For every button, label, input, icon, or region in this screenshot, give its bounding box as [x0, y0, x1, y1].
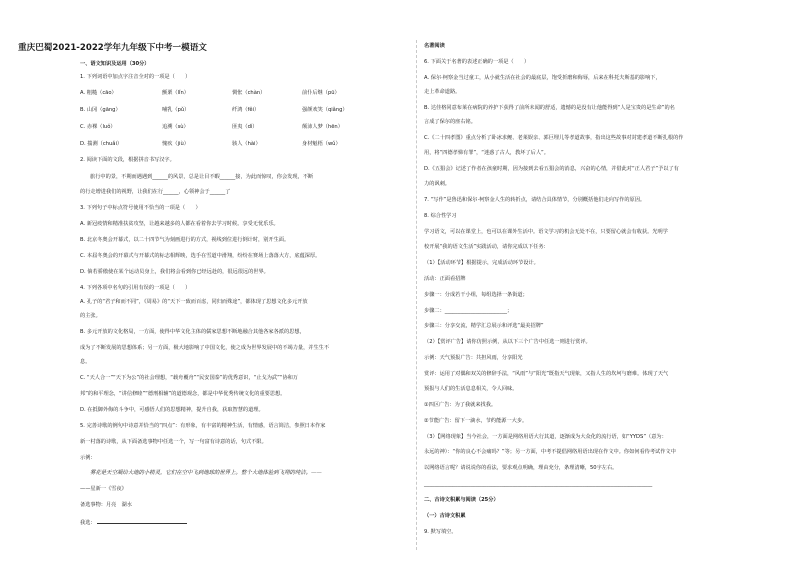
q6-option-b-line2: 言成了保尔的座右铭。 — [424, 119, 476, 125]
q5-stem-line1: 5. 完善诗歌的例句中诗意并恰当的“四点”：有形象，有丰富的精神生活，有情感，语言简洁，参照日本作家 — [80, 423, 326, 429]
q9-stem: 9. 默写填空。 — [424, 529, 457, 535]
q3-stem: 3. 下列句子中标点符号使用不恰当的一项是（ ） — [80, 205, 201, 211]
q5-example-label: 示例： — [80, 455, 96, 461]
q3-option-c: C. 本届冬奥会的开幕式与开幕式的标志相辉映，选手在雪道中滑翔，纷纷在赛场上落落大方，底蕴深厚。 — [80, 253, 321, 259]
q8-step1: 步骤一：分成若干小组，每组选择一条街道； — [424, 292, 528, 298]
column-divider — [416, 40, 417, 550]
q6-option-b-line1: B. 达佳格同意布莱在病院的养护下获得了前所未闻的舒适，遗憾的是没有让他能得到“人是宝贵的是生命”的名 — [424, 105, 675, 111]
q4-option-d: D. 在抵御外侮的斗争中，可感悟人们的思想精神，提升自我，获取智慧的道理。 — [80, 407, 264, 413]
q8-sub2: （2）【赏评广告】请你仿照示例，从以下三个广告中任选一则进行赏评。 — [424, 339, 591, 345]
q8-intro-line2: 校开展“我的语文生活”实践活动，请你完成以下任务： — [424, 244, 549, 250]
section-1-header: 一、语文知识及运用（30分） — [80, 61, 150, 67]
q3-option-d: D. 倘若骄傲使在某个运动员身上，我们将会看到你已经远赴的，很远很远的世界。 — [80, 269, 269, 275]
q4-option-c-line1: C. “天人合一”“天下为公”的社会理想，“载舟覆舟”“民安国泰”的优秀意识，“止戈为武”“协和万 — [80, 375, 299, 381]
q8-sub3-line1: （3）【网络现象】当今社会，一方面是网络用语大行其道，逐渐成为大众化的流行语，如“YYDS”（意为： — [424, 434, 667, 440]
q8-step2: 步骤二：________________________； — [424, 308, 513, 314]
right-column — [424, 0, 742, 562]
q4-option-b-line2: 成为了不断发展的思想体系；另一方面，极大地影响了中国文化，使之成为世界发展中的不竭力量，并生生不 — [80, 345, 330, 351]
subsection-header: （一）古诗文积累 — [424, 513, 466, 519]
q4-option-b-line1: B. 多元开放的文化格局，一方面，使得中华文化主体的儒家思想不断地融合其他各家各派的思想， — [80, 329, 305, 335]
q5-stem-line2: 新一村落的诗歌，从下面备选事物中任选一个，写一句富有诗意的话，句式不限。 — [80, 439, 267, 445]
q8-intro-line1: 学习语文，可以在课堂上，也可以在课外生活中。语文学习的机会无处不在，只要留心就会有收获。光明学 — [424, 229, 668, 235]
q2-text-1: 旅行中的景，不期而遇遇到______的风景，总是让目不暇______接，为此而惊叹，你会发现，不断 — [90, 174, 314, 180]
q5-choice — [80, 518, 187, 526]
q3-option-b: B. 北京冬奥会开幕式，以二十四节气为刻画进行的方式，视线到位进行倒计时，别开生面。 — [80, 237, 290, 243]
q5-answer-field[interactable] — [97, 518, 187, 524]
q8-example: 示例：天气预报广告：共担风雨，分享阳光 — [424, 355, 523, 361]
q6-option-d-line1: D.《五猖会》记述了作者在孩童时期，因为接到去看五猖会的消息，兴奋的心情，并借此对“正人君子”予以了有 — [424, 166, 679, 172]
q6-option-a-line1: A. 保尔·柯察金当过童工，从小就生活在社会的最底层，饱受折磨和侮辱，后来在科托夫斯基的影响下， — [424, 75, 661, 81]
q8-comment-line2: 预报与人们的生活息息相关，令人回味。 — [424, 386, 518, 392]
q6-stem: 6. 下面关于名著的表述正确的一项是（ ） — [424, 59, 530, 65]
page-title: 重庆巴蜀2021-2022学年九年级下中考一模语文 — [18, 43, 207, 53]
q8-ad-2: ②节能广告：留下一滴水，节约能源一大步。 — [424, 418, 528, 424]
q8-step3: 步骤三：分享交流，精学汇总展示和评选“最美招牌” — [424, 323, 544, 329]
left-column: 一、语文知识及运用（30分） 1. 下列词语中加点字注音全对的一项是（ ） A. 粗糙（cāo） 颤栗（lǐn） 惆怅（chàn） 前仆后继（pū） B. 山冈（gāng） 哺乳（pǔ） 纤鸿（fěi） 强颜欢笑（qiǎng） C. 赤裸（luǒ） 追溯（sù） 匪夷（dì） 颠沛人梦（hēn） D. 揣测（chuǎi） 愧疚（jiù） 骇人（hài） 身材魁梧（wǔ） 2. 阅读下面的文段，根据拼音书写汉字。 旅行中的景，不期而遇遇到______的风景，总是让目不暇______接，为此而惊叹，你会发现，不断 的行走增进我们的视野，让我们在行______，心领神会于______了 3. 下列句子中标点符号使用不恰当的一项是（ ） A. 新冠疫情和精准扶贫攻坚，让越来越多的人都在看着你去学习时候。享受无忧乐乐。 B. 北京冬奥会开幕式，以二十四节气为刻画进行的方式，视线到位进行倒计时，别开生面。 C. 本届冬奥会的开幕式与开幕式的标志相辉映，选手在雪道中滑翔，纷纷在赛场上落落大方，底蕴深厚。 D. 倘若骄傲使在某个运动员身上，我们将会看到你已经远赴的，很远很远的世界。 4. 下列各项中名句的引用有误的一项是（ ） A. 孔子的“君子和而不同”，《周易》的“天下一致而百虑，同归而殊途”，都体现了思想文化多元开放 的主张。 B. 多元开放的文化格局，一方面，使得中华文化主体的儒家思想不断地融合其他各家各派的思想， 成为了不断发展的思想体系；另一方面，极大地影响了中国文化，使之成为世界发展中的不竭力量，并生生不 息。 C. “天人合一”“天下为公”的社会理想，“载舟覆舟”“民安国泰”的优秀意识，“止戈为武”“协和万 邦”的和平理念，“讲信修睦”“德刑相辅”的道德观念，都是中华优秀传统文化的重要思想。 D. 在抵御外侮的斗争中，可感悟人们的思想精神，提升自我，获取智慧的道理。 5. 完善诗歌的例句中诗意并恰当的“四点”：有形象，有丰富的精神生活，有情感，语言简洁，参照日本作家 新一村落的诗歌，从下面备选事物中任选一个，写一句富有诗意的话，句式不限。 示例： 雾花是天空凝给大地的小精灵，它们在空中飞到地球的世界上。整个大地体验到飞翔的纯洁。—— ——星新一《雪夜》 备选事物：月亮 湖水 我选： — [80, 61, 348, 526]
q6-option-c-line2: 用，将“四德孝悌有罪”，“迷惑了古人，教坏了后人”。 — [424, 150, 549, 156]
q7-stem: 7. “写作”是鲁迅和保尔·柯察金人生的转折点，请结合具体情节，分别概括他们走向写作的原因。 — [424, 197, 646, 203]
q2-text-2: 的行走增进我们的视野，让我们在行______，心领神会于______了 — [80, 189, 231, 195]
q8-sub3-line3: 以网络语言呢？请说说你的看法，要求观点明确，理由充分，条理清晰，50字左右。 — [424, 465, 618, 471]
q4-option-b-line3: 息。 — [80, 359, 91, 365]
q3-option-a: A. 新冠疫情和精准扶贫攻坚，让越来越多的人都在看着你去学习时候。享受无忧乐乐。 — [80, 221, 279, 227]
section-2-header: 二、古诗文积累与阅读（25分） — [424, 497, 499, 503]
q5-example-text: 雾花是天空凝给大地的小精灵，它们在空中飞到地球的世界上。整个大地体验到飞翔的纯洁。—— — [90, 470, 322, 476]
q8-stem: 8. 综合性学习 — [424, 213, 457, 219]
q6-option-c-line1: C.《二十四孝图》重点分析了卧冰求鲤、老莱娱亲、郭巨埋儿等孝道故事，指出这些故事对封建孝道不断扎根的作 — [424, 135, 684, 141]
reading-header: 名著阅读 — [424, 43, 445, 49]
q8-sub3-line2: 永远的神）：“你的良心不会痛吗？”等；另一方面，中考不提倡网络用语出现在作文中。你如何看待考试作文中 — [424, 449, 676, 455]
q2-stem: 2. 阅读下面的文段，根据拼音书写汉字。 — [80, 157, 175, 163]
q8-answer-blank[interactable]: ________________________________________________________________________________________ — [424, 481, 653, 487]
q4-stem: 4. 下列各项中名句的引用有误的一项是（ ） — [80, 285, 191, 291]
q5-options: 备选事物：月亮 湖水 — [80, 502, 132, 508]
q8-comment-line1: 赏评：运用了对偶和双关的修辞手法，“风雨”与“阳光”既指天气现象，又指人生的坎坷与磨难。体现了天气 — [424, 371, 669, 377]
q6-option-d-line2: 力的讽刺。 — [424, 181, 450, 187]
q5-choice-label: 我选： — [80, 520, 96, 526]
q8-sub1: （1）【活动环节】根据提示，完成活动环节设计。 — [424, 260, 539, 266]
q4-option-a-line1: A. 孔子的“君子和而不同”，《周易》的“天下一致而百虑，同归而殊途”，都体现了思想文化多元开放 — [80, 299, 308, 305]
q5-example-source: ——星新一《雪夜》 — [80, 486, 127, 492]
q4-option-c-line2: 邦”的和平理念，“讲信修睦”“德刑相辅”的道德观念，都是中华优秀传统文化的重要思想。 — [80, 391, 286, 397]
q8-activity: 活动：正面看招牌 — [424, 276, 466, 282]
q8-ad-1: ①四区广告：为了我就来找我。 — [424, 402, 497, 408]
q1-stem: 1. 下列词语中加点字注音全对的一项是（ ） — [80, 74, 191, 80]
q4-option-a-line2: 的主张。 — [80, 313, 101, 319]
q6-option-a-line2: 走上革命道路。 — [424, 89, 461, 95]
